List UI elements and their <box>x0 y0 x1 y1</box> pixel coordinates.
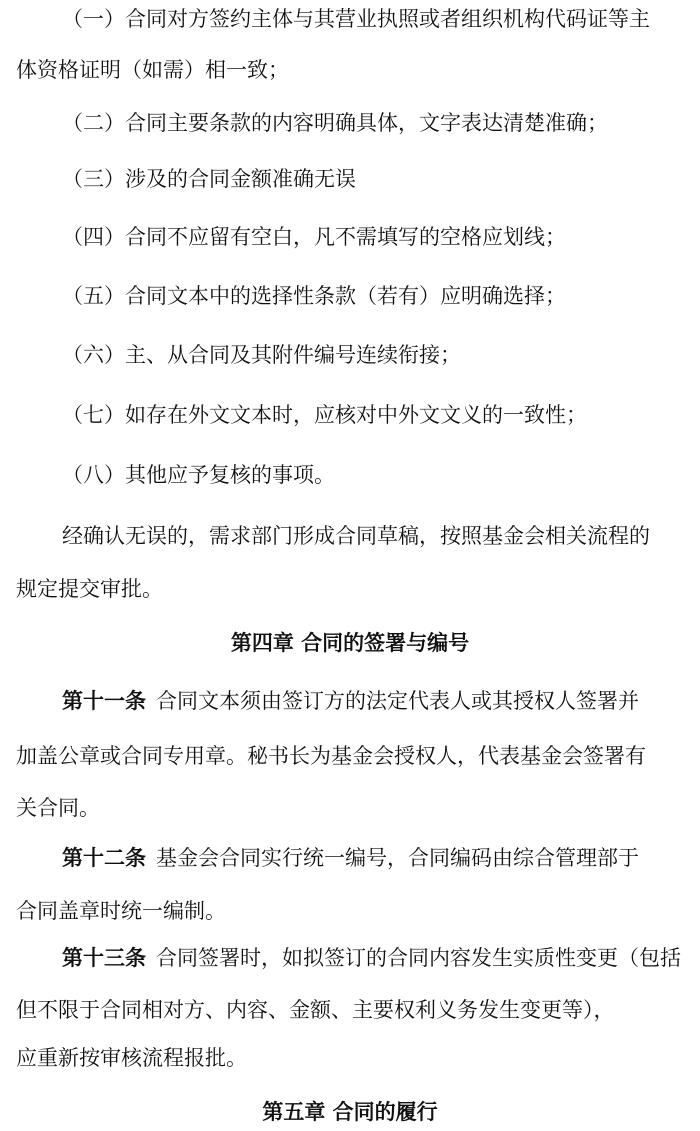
article-12-line-2: 合同盖章时统一编制。 <box>16 899 226 923</box>
item-2: （二）合同主要条款的内容明确具体，文字表达清楚准确； <box>62 111 608 135</box>
article-11-line-1 <box>0 686 700 716</box>
item-4: （四）合同不应留有空白，凡不需填写的空格应划线； <box>62 225 566 249</box>
item-7: （七）如存在外文文本时，应核对中外文文义的一致性； <box>62 403 587 427</box>
chapter-4-heading: 第四章 合同的签署与编号 <box>230 630 470 655</box>
article-11-text: 合同文本须由签订方的法定代表人或其授权人签署并 <box>156 689 639 713</box>
article-13-line-3: 应重新按审核流程报批。 <box>16 1046 247 1070</box>
item-1-line-2: 体资格证明（如需）相一致； <box>16 58 289 82</box>
article-13-line-2: 但不限于合同相对方、内容、金额、主要权利义务发生变更等）， <box>16 998 615 1022</box>
item-3: （三）涉及的合同金额准确无误 <box>62 167 356 191</box>
article-12-text: 基金会合同实行统一编号，合同编码由综合管理部于 <box>156 846 639 870</box>
article-11-line-3: 关合同。 <box>16 796 100 820</box>
article-12-line-1 <box>0 843 700 873</box>
item-1-line-1: （一）合同对方签约主体与其营业执照或者组织机构代码证等主 <box>62 7 650 31</box>
article-13-label: 第十三条 <box>62 945 146 970</box>
article-13-text: 合同签署时，如拟签订的合同内容发生实质性变更（包括 <box>156 946 681 970</box>
item-5: （五）合同文本中的选择性条款（若有）应明确选择； <box>62 284 566 308</box>
item-6: （六）主、从合同及其附件编号连续衔接； <box>62 343 461 367</box>
paragraph-line-1: 经确认无误的，需求部门形成合同草稿，按照基金会相关流程的 <box>62 524 650 548</box>
article-12-label: 第十二条 <box>62 845 146 870</box>
article-11-label: 第十一条 <box>62 688 146 713</box>
item-8: （八）其他应予复核的事项。 <box>62 463 335 487</box>
article-13-line-1 <box>0 943 700 973</box>
paragraph-line-2: 规定提交审批。 <box>16 577 163 601</box>
article-11-line-2: 加盖公章或合同专用章。秘书长为基金会授权人，代表基金会签署有 <box>16 744 646 768</box>
chapter-5-heading: 第五章 合同的履行 <box>262 1099 438 1124</box>
